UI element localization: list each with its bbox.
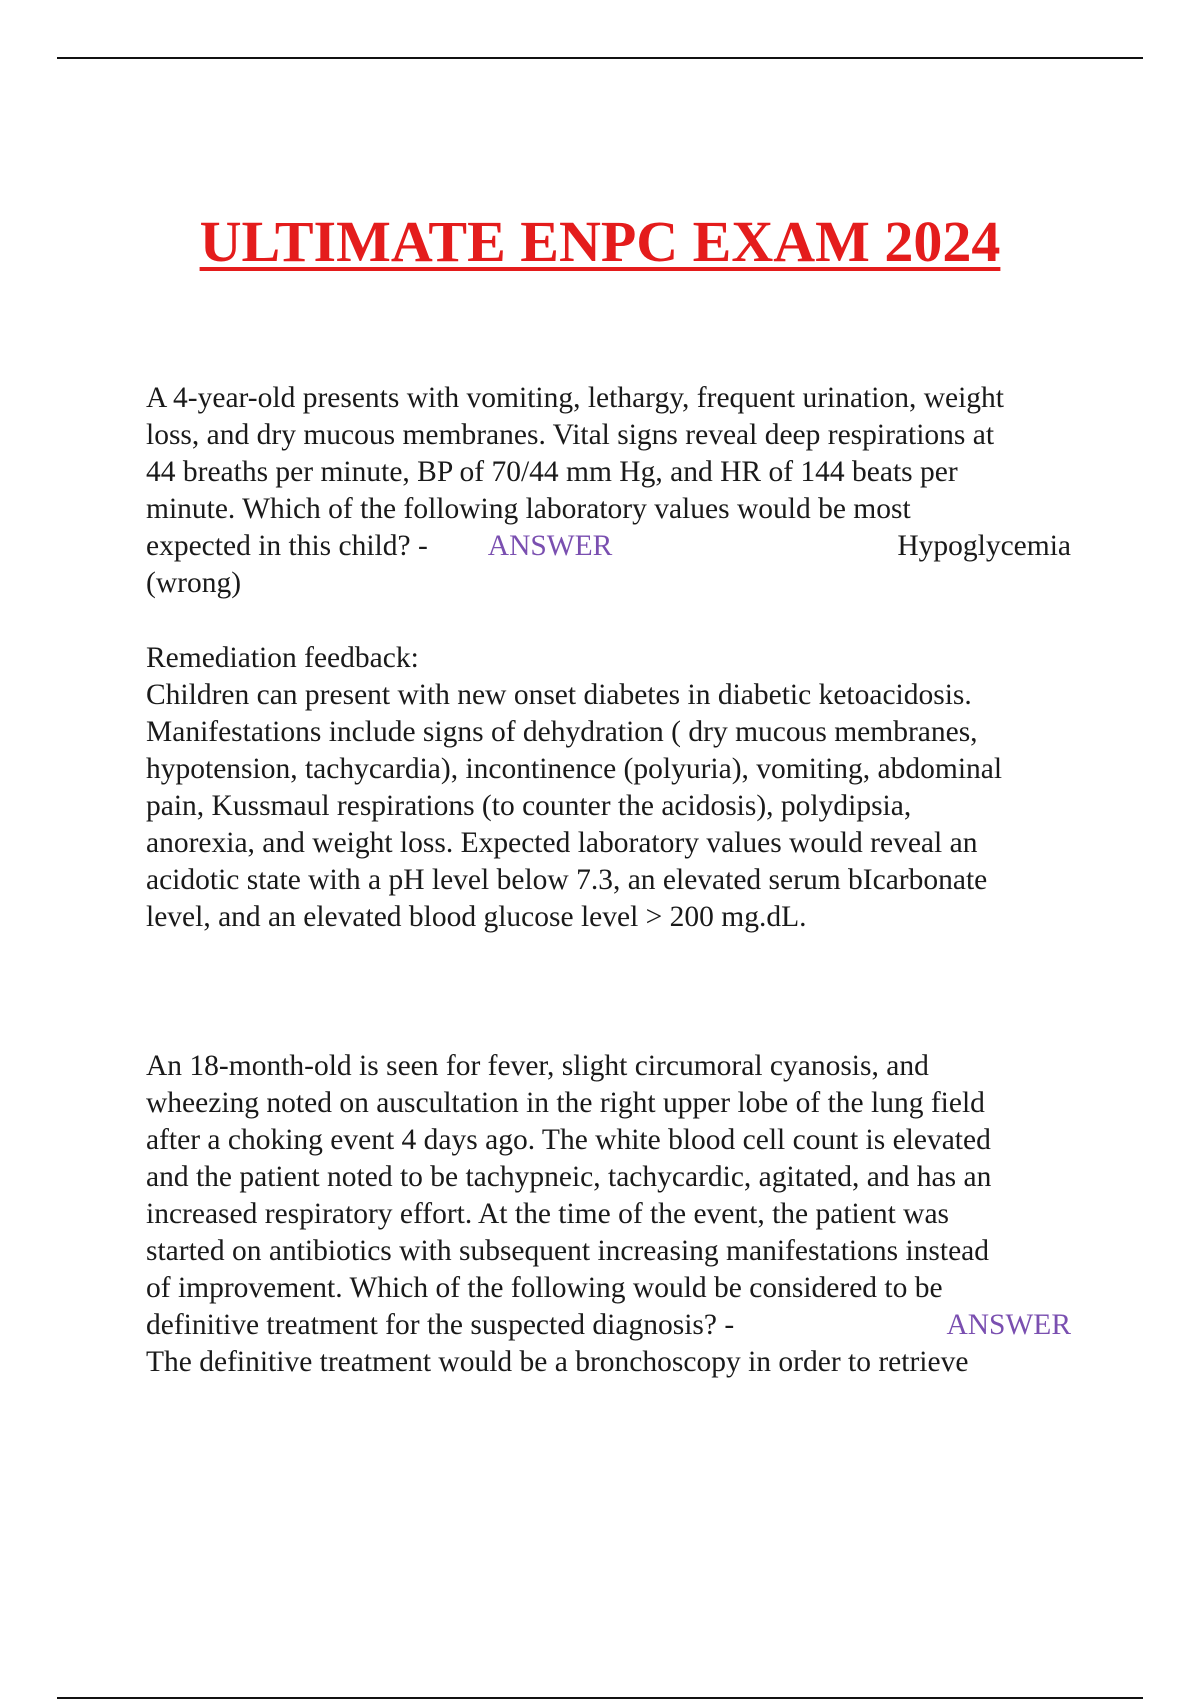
document-title	[0, 207, 1200, 277]
question-1-answer-note: (wrong)	[146, 567, 242, 599]
remediation-line-2: Manifestations include signs of dehydration ( dry mucous membranes,	[146, 716, 978, 748]
remediation-line-3: hypotension, tachycardia), incontinence (polyuria), vomiting, abdominal	[146, 753, 1003, 785]
question-1-line-2: loss, and dry mucous membranes. Vital signs reveal deep respirations at	[146, 419, 995, 451]
question-1	[146, 380, 1101, 602]
question-1-line-3: 44 breaths per minute, BP of 70/44 mm Hg, and HR of 144 beats per	[146, 456, 958, 488]
question-2-line-5: increased respiratory effort. At the time of the event, the patient was	[146, 1198, 950, 1230]
remediation-feedback	[146, 640, 1101, 936]
remediation-line-7: level, and an elevated blood glucose level > 200 mg.dL.	[146, 901, 807, 933]
question-2-answer-line	[146, 1307, 1101, 1344]
question-2	[146, 1048, 1101, 1381]
document-title-text: ULTIMATE ENPC EXAM 2024	[199, 209, 1001, 274]
question-2-final-prefix: definitive treatment for the suspected diagnosis? -	[146, 1309, 735, 1341]
question-1-answer-value: Hypoglycemia	[897, 530, 1071, 562]
remediation-line-5: anorexia, and weight loss. Expected laboratory values would reveal an	[146, 827, 978, 859]
question-2-line-4: and the patient noted to be tachypneic, tachycardic, agitated, and has an	[146, 1161, 992, 1193]
question-1-answer-label: ANSWER	[487, 530, 613, 562]
question-1-line-4: minute. Which of the following laboratory values would be most	[146, 493, 911, 525]
question-1-line-1: A 4-year-old presents with vomiting, lethargy, frequent urination, weight	[146, 382, 1004, 414]
remediation-heading: Remediation feedback:	[146, 642, 419, 674]
question-2-answer-label: ANSWER	[946, 1309, 1071, 1341]
remediation-line-1: Children can present with new onset diabetes in diabetic ketoacidosis.	[146, 679, 972, 711]
question-2-line-1: An 18-month-old is seen for fever, slight circumoral cyanosis, and	[146, 1050, 929, 1082]
bottom-rule	[57, 1697, 1143, 1699]
question-1-final-prefix: expected in this child? -	[146, 530, 428, 562]
top-rule	[57, 57, 1143, 59]
question-1-answer-line	[146, 528, 1101, 565]
question-2-line-6: started on antibiotics with subsequent increasing manifestations instead	[146, 1235, 990, 1267]
remediation-line-4: pain, Kussmaul respirations (to counter the acidosis), polydipsia,	[146, 790, 912, 822]
remediation-line-6: acidotic state with a pH level below 7.3, an elevated serum bIcarbonate	[146, 864, 988, 896]
question-2-answer-value: The definitive treatment would be a bronchoscopy in order to retrieve	[146, 1346, 969, 1378]
question-2-line-7: of improvement. Which of the following would be considered to be	[146, 1272, 943, 1304]
question-2-line-3: after a choking event 4 days ago. The white blood cell count is elevated	[146, 1124, 991, 1156]
question-2-line-2: wheezing noted on auscultation in the right upper lobe of the lung field	[146, 1087, 985, 1119]
